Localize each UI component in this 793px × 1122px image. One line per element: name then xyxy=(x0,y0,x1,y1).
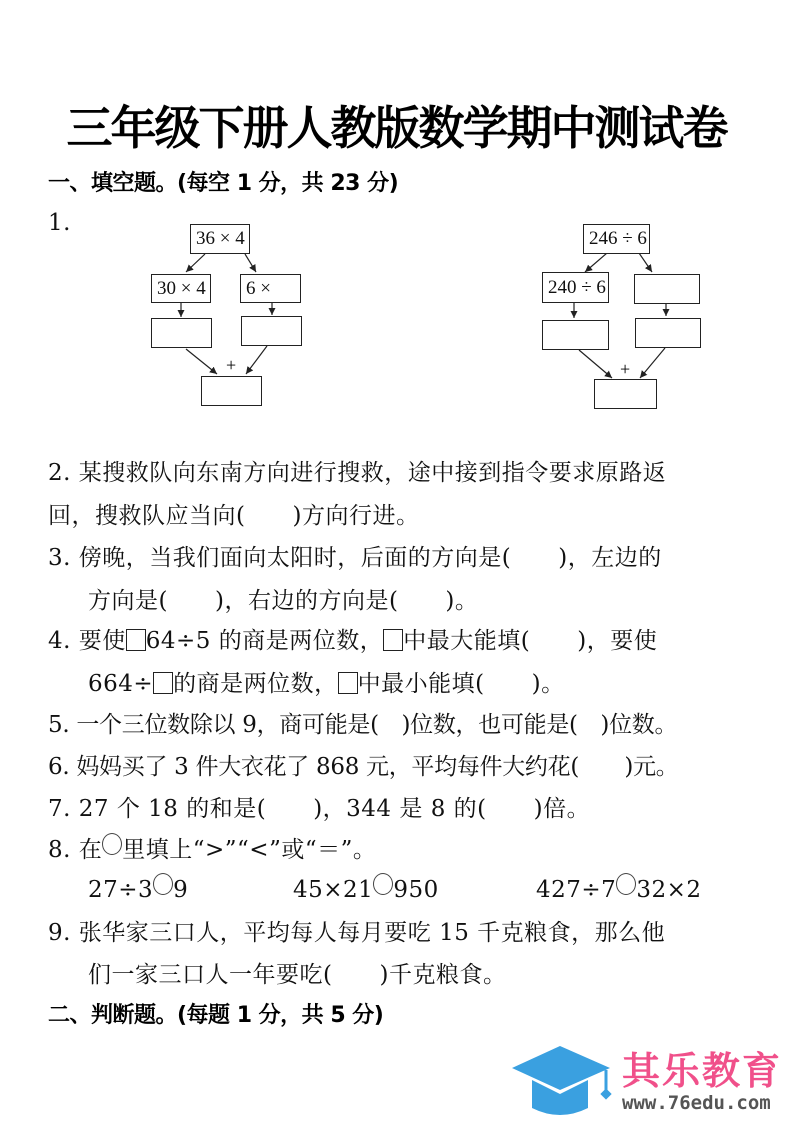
question-2-line-1: 2. 某搜救队向东南方向进行搜救，途中接到指令要求原路返 xyxy=(48,460,667,486)
diagram-arrows-left-icon xyxy=(0,0,793,430)
q4-text-d: 664÷ xyxy=(88,671,154,697)
answer-box-left[interactable] xyxy=(542,320,609,350)
box-left-expression: 30 × 4 xyxy=(151,274,211,303)
answer-box-sum[interactable] xyxy=(594,379,657,409)
question-3-line-1: 3. 傍晚，当我们面向太阳时，后面的方向是( )，左边的 xyxy=(48,545,662,571)
section-heading-true-false: 二、判断题。(每题 1 分，共 5 分) xyxy=(48,1003,384,1028)
compare-circle[interactable] xyxy=(373,873,393,895)
q4-text-f: 中最小能填( )。 xyxy=(357,671,565,697)
answer-box-right[interactable] xyxy=(241,316,302,346)
compare-circle[interactable] xyxy=(616,873,636,895)
section-heading-fill-blank: 一、填空题。(每空 1 分，共 23 分) xyxy=(48,171,399,196)
q4-text-b: 64÷5 的商是两位数， xyxy=(145,628,384,654)
blank-square xyxy=(383,629,403,651)
blank-square xyxy=(338,672,358,694)
q8-text-a: 8. 在 xyxy=(48,837,103,863)
question-3-line-2: 方向是( )，右边的方向是( )。 xyxy=(88,588,479,614)
box-right-expression[interactable]: 6 × xyxy=(240,274,301,303)
box-top-expression: 246 ÷ 6 xyxy=(583,224,650,254)
graduation-cap-icon xyxy=(510,1040,620,1120)
question-1-number: 1. xyxy=(48,210,71,236)
box-left-expression: 240 ÷ 6 xyxy=(542,272,609,303)
answer-box-sum[interactable] xyxy=(201,376,262,406)
answer-box-left[interactable] xyxy=(151,318,212,348)
q8-item-left: 45×21 xyxy=(293,877,374,903)
question-4-line-2 xyxy=(88,665,565,698)
compare-circle[interactable] xyxy=(153,873,173,895)
svg-text:+: + xyxy=(226,355,237,375)
question-9-line-2: 们一家三口人一年要吃( )千克粮食。 xyxy=(88,962,507,988)
q8-item-right: 9 xyxy=(173,877,189,903)
q8-item-right: 32×2 xyxy=(636,877,702,903)
question-2-line-2: 回，搜救队应当向( )方向行进。 xyxy=(48,503,420,529)
question-5: 5. 一个三位数除以 9，商可能是( )位数，也可能是( )位数。 xyxy=(48,712,678,738)
question-9-line-1: 9. 张华家三口人，平均每人每月要吃 15 千克粮食，那么他 xyxy=(48,920,666,946)
question-8-instruction xyxy=(48,831,376,864)
answer-box-right-expression[interactable] xyxy=(634,274,700,304)
question-4-line-1 xyxy=(48,622,657,655)
q8-item-left: 27÷3 xyxy=(88,877,154,903)
q8-text-b: 里填上“>”“<”或“＝”。 xyxy=(122,837,377,863)
question-7: 7. 27 个 18 的和是( )，344 是 8 的( )倍。 xyxy=(48,796,591,822)
question-8-item-1 xyxy=(88,873,188,903)
q4-text-c: 中最大能填( )，要使 xyxy=(403,628,658,654)
blank-circle xyxy=(102,833,122,855)
q8-item-left: 427÷7 xyxy=(536,877,617,903)
brand-logo xyxy=(510,1040,790,1120)
q8-item-right: 950 xyxy=(393,877,439,903)
q4-text-e: 的商是两位数， xyxy=(173,671,338,697)
page-title: 三年级下册人教版数学期中测试卷 xyxy=(66,101,727,155)
blank-square[interactable] xyxy=(153,672,173,694)
answer-box-right[interactable] xyxy=(635,318,701,348)
logo-name: 其乐教育 xyxy=(622,1049,783,1093)
q4-text-a: 4. 要使 xyxy=(48,628,126,654)
blank-square[interactable] xyxy=(126,629,146,651)
question-8-item-3 xyxy=(536,873,701,903)
question-8-item-2 xyxy=(293,873,439,903)
svg-text:+: + xyxy=(620,359,631,379)
question-6: 6. 妈妈买了 3 件大衣花了 868 元，平均每件大约花( )元。 xyxy=(48,754,679,780)
box-top-expression: 36 × 4 xyxy=(190,224,250,254)
logo-url: www.76edu.com xyxy=(622,1092,771,1114)
